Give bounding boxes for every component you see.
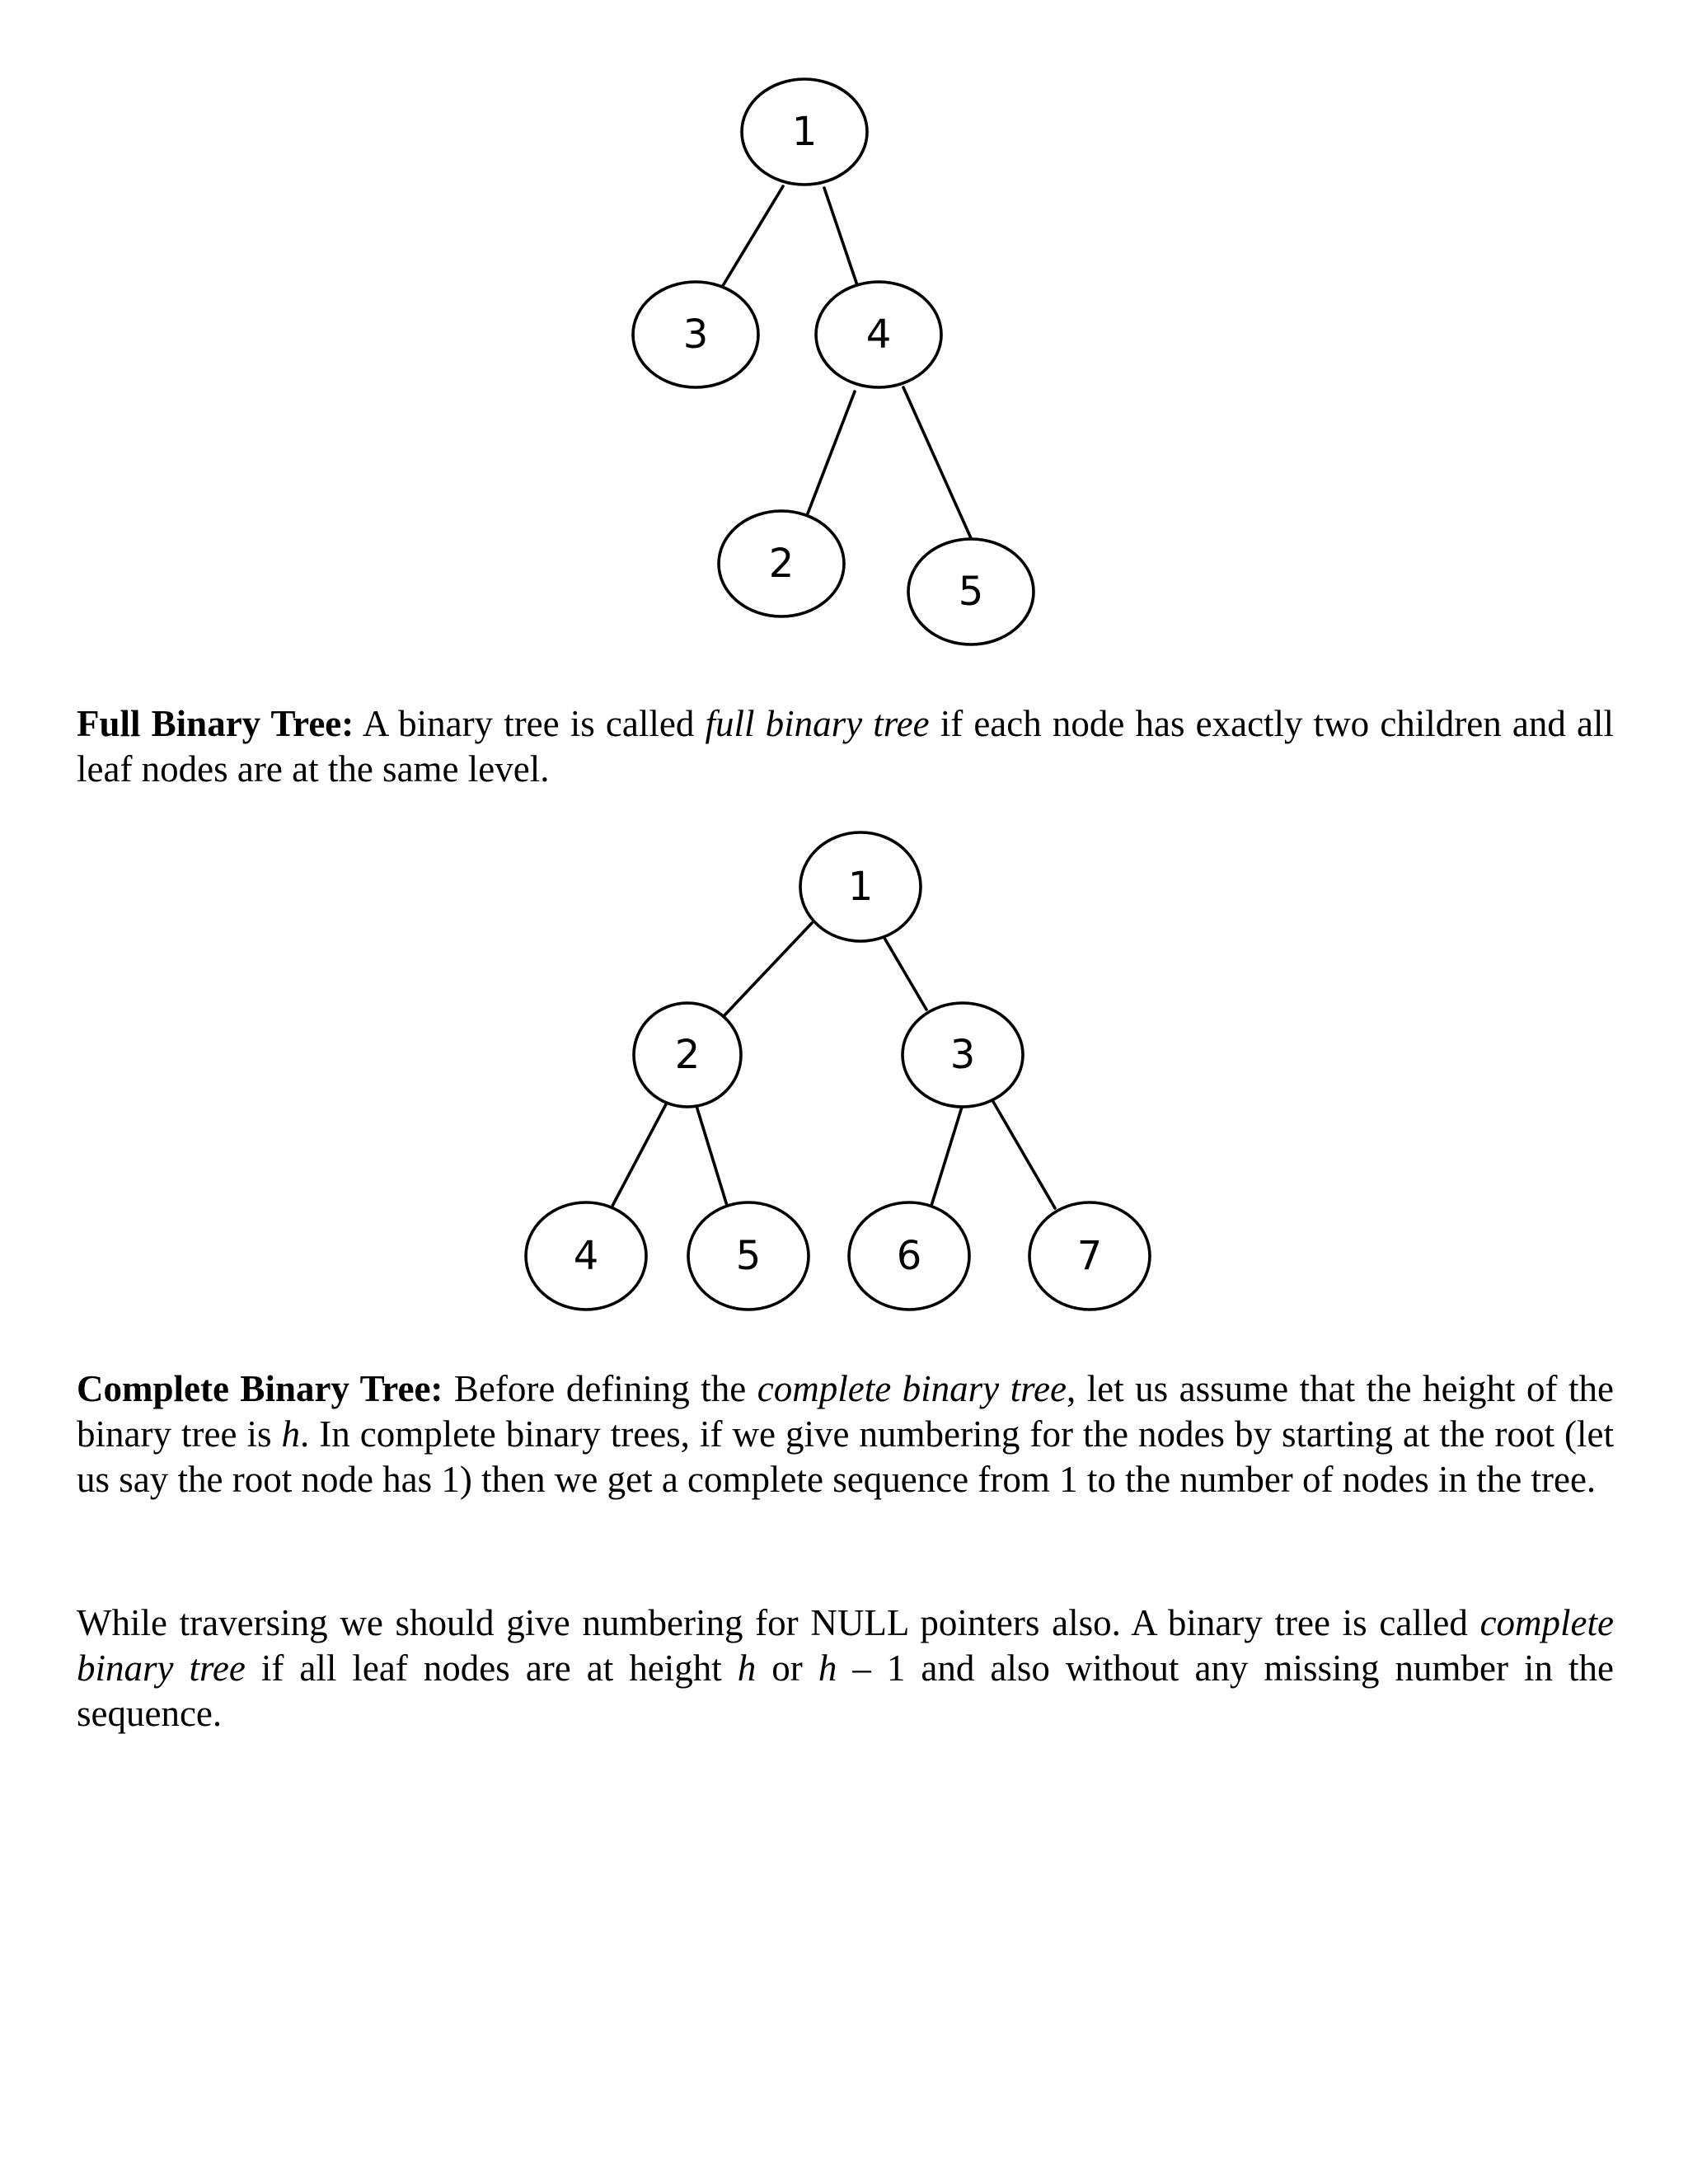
tree-node	[1029, 1202, 1150, 1310]
defined-term: complete binary tree	[757, 1368, 1067, 1409]
tree-node-label: 2	[768, 541, 795, 587]
paragraph-text: – 1 and also without any missing number in the sequence.	[77, 1647, 1614, 1734]
complete-binary-tree-definition	[77, 1366, 1614, 1502]
tree-node-label: 1	[847, 864, 874, 910]
height-variable: h	[281, 1413, 300, 1455]
tree-edge	[882, 934, 926, 1010]
definition-text: if each node has exactly two children and all leaf nodes are at the same level.	[77, 703, 1614, 790]
tree-node-label: 6	[896, 1233, 922, 1279]
tree-node-label: 4	[865, 312, 892, 358]
tree-node-label: 1	[791, 109, 818, 155]
tree-node-label: 5	[735, 1233, 762, 1279]
tree-edge	[611, 1103, 667, 1209]
height-variable: h	[737, 1647, 757, 1689]
tree-node	[800, 832, 921, 941]
full-binary-tree-heading: Full Binary Tree:	[77, 703, 354, 744]
tree-node-label: 2	[674, 1032, 701, 1078]
tree-edge	[696, 1106, 728, 1208]
definition-text: Before defining the	[443, 1368, 757, 1409]
tree-node	[903, 1003, 1023, 1107]
defined-term: complete binary tree	[77, 1602, 1614, 1689]
traversing-paragraph	[77, 1601, 1614, 1736]
tree-node-label: 4	[573, 1233, 599, 1279]
tree-node	[849, 1202, 969, 1310]
definition-text: , let us assume that the height of the binary tree is	[77, 1368, 1614, 1455]
tree-node-label: 3	[682, 312, 709, 358]
paragraph-text: if all leaf nodes are at height	[245, 1647, 738, 1689]
tree-node	[688, 1202, 809, 1310]
tree-edge	[992, 1100, 1055, 1208]
tree-node	[526, 1202, 646, 1310]
tree-node	[634, 1003, 741, 1107]
paragraph-text: or	[756, 1647, 818, 1689]
complete-binary-tree-heading: Complete Binary Tree:	[77, 1368, 443, 1409]
height-variable: h	[818, 1647, 837, 1689]
tree-edge	[724, 923, 812, 1016]
tree-node-label: 3	[950, 1032, 976, 1078]
paragraph-text: While traversing we should give numbering for NULL pointers also. A binary tree is called	[77, 1602, 1480, 1643]
tree-edge	[931, 1104, 963, 1206]
definition-text: . In complete binary trees, if we give numbering for the nodes by starting at the root (let us say the root node has 1) then we get a complete sequence from 1 to the number of nodes in the tree.	[77, 1413, 1614, 1500]
defined-term: full binary tree	[705, 703, 930, 744]
definition-text: A binary tree is called	[354, 703, 706, 744]
tree-node-label: 5	[958, 569, 984, 615]
tree-node-label: 7	[1076, 1233, 1103, 1279]
